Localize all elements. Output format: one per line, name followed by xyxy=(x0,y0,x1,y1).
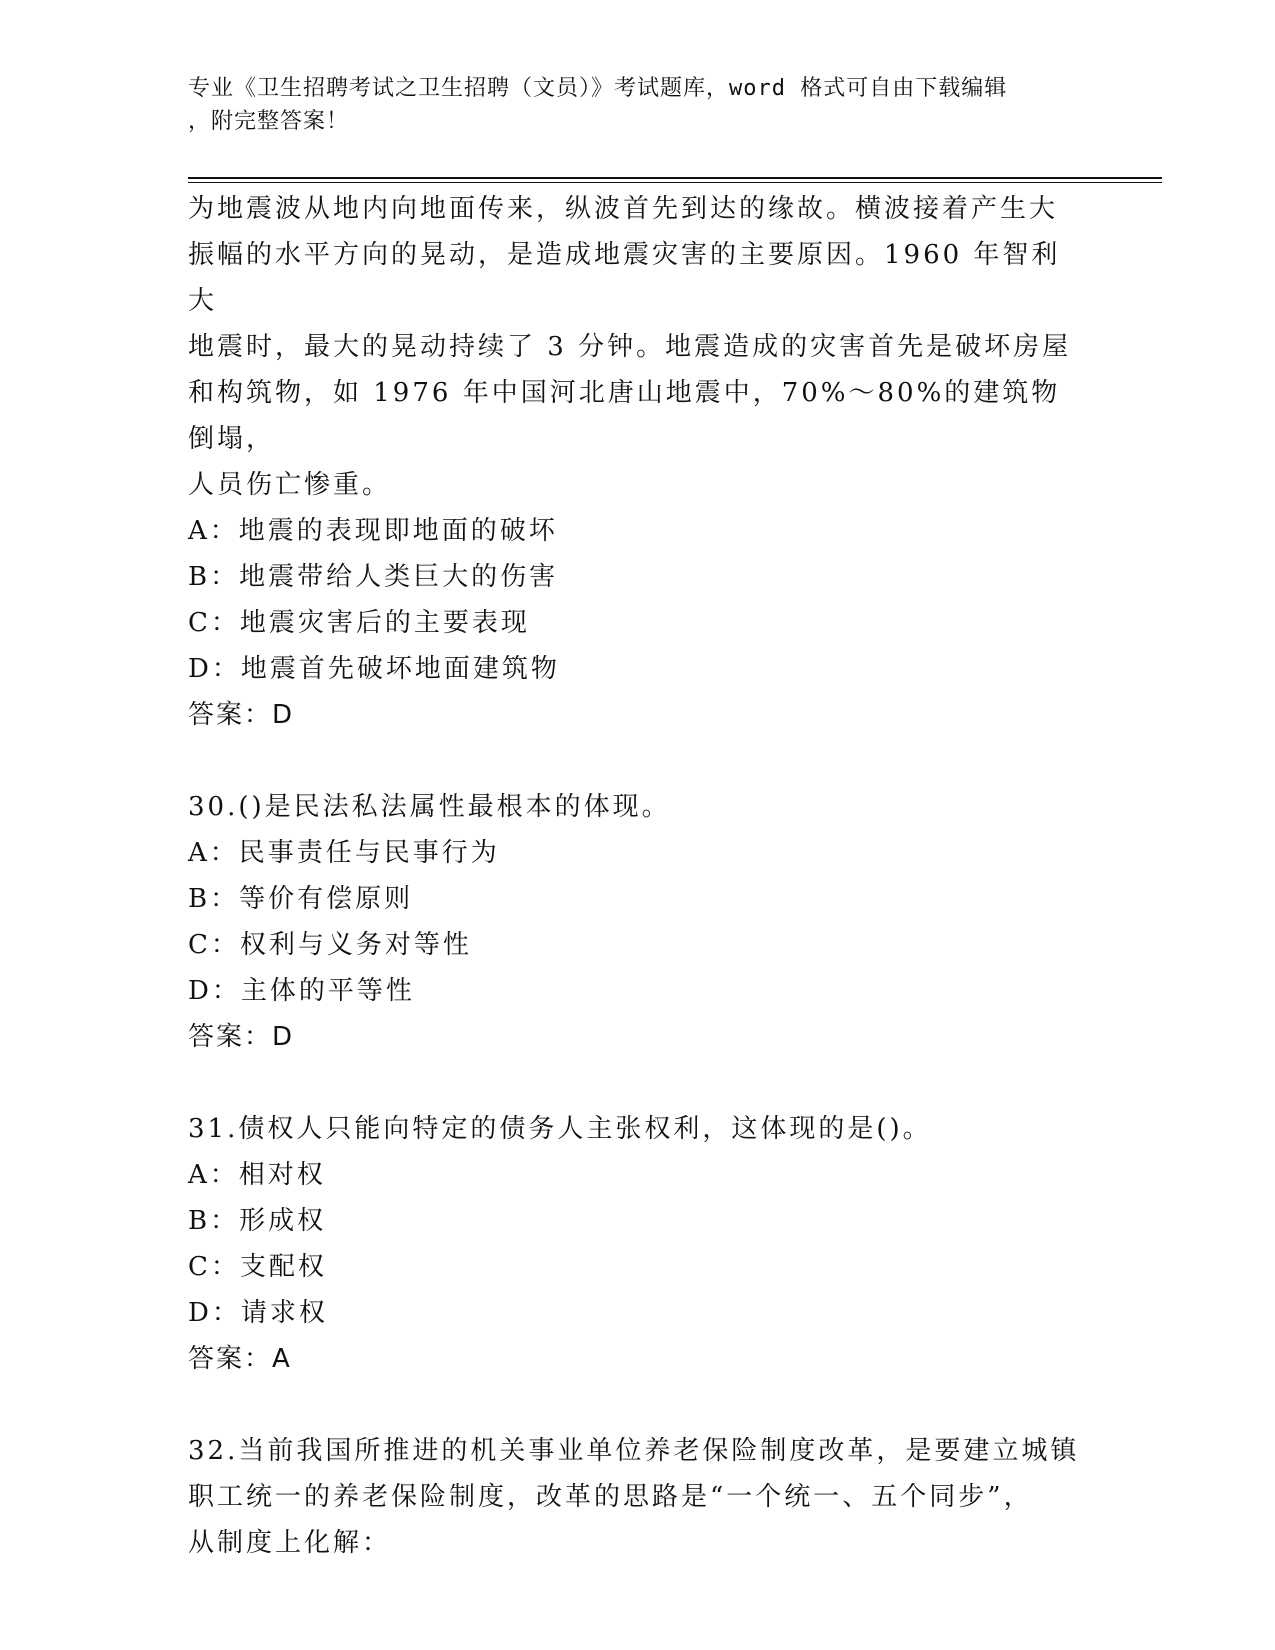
question-stem-line: 职工统一的养老保险制度，改革的思路是“一个统一、五个同步”， xyxy=(188,1482,1033,1512)
question-30 xyxy=(188,784,1088,1060)
paragraph-line: 振幅的水平方向的晃动，是造成地震灾害的主要原因。1960 年智利大 xyxy=(188,240,1061,316)
option-d: D：主体的平等性 xyxy=(188,976,415,1006)
document-body xyxy=(188,186,1088,1566)
answer-label: 答案：A xyxy=(188,1344,292,1374)
option-d: D：请求权 xyxy=(188,1298,328,1328)
question-stem: 31.债权人只能向特定的债务人主张权利，这体现的是()。 xyxy=(188,1114,932,1144)
option-b: B：等价有偿原则 xyxy=(188,884,414,914)
intro-paragraph xyxy=(188,186,1088,508)
option-d: D：地震首先破坏地面建筑物 xyxy=(188,654,560,684)
option-a: A：相对权 xyxy=(188,1160,326,1190)
answer-label: 答案：D xyxy=(188,700,295,730)
question-stem-line: 从制度上化解： xyxy=(188,1528,392,1558)
header-line-1: 专业《卫生招聘考试之卫生招聘（文员）》考试题库，word 格式可自由下载编辑 xyxy=(188,76,1008,101)
question-32 xyxy=(188,1428,1088,1566)
header-divider xyxy=(188,177,1162,183)
paragraph-line: 地震时，最大的晃动持续了 3 分钟。地震造成的灾害首先是破坏房屋 xyxy=(188,332,1072,362)
option-b: B：地震带给人类巨大的伤害 xyxy=(188,562,559,592)
answer-label: 答案：D xyxy=(188,1022,295,1052)
option-b: B：形成权 xyxy=(188,1206,327,1236)
question-29-options xyxy=(188,508,1088,738)
question-31 xyxy=(188,1106,1088,1382)
option-a: A：民事责任与民事行为 xyxy=(188,838,500,868)
option-c: C：支配权 xyxy=(188,1252,327,1282)
option-c: C：地震灾害后的主要表现 xyxy=(188,608,530,638)
paragraph-line: 人员伤亡惨重。 xyxy=(188,470,392,500)
paragraph-line: 和构筑物，如 1976 年中国河北唐山地震中，70%～80%的建筑物倒塌， xyxy=(188,378,1061,454)
option-c: C：权利与义务对等性 xyxy=(188,930,472,960)
question-stem: 30.()是民法私法属性最根本的体现。 xyxy=(188,792,671,822)
header-line-2: ，附完整答案！ xyxy=(188,109,350,134)
option-a: A：地震的表现即地面的破坏 xyxy=(188,516,558,546)
page-header xyxy=(188,72,1068,138)
paragraph-line: 为地震波从地内向地面传来，纵波首先到达的缘故。横波接着产生大 xyxy=(188,194,1059,224)
question-stem-line: 32.当前我国所推进的机关事业单位养老保险制度改革，是要建立城镇 xyxy=(188,1436,1080,1466)
